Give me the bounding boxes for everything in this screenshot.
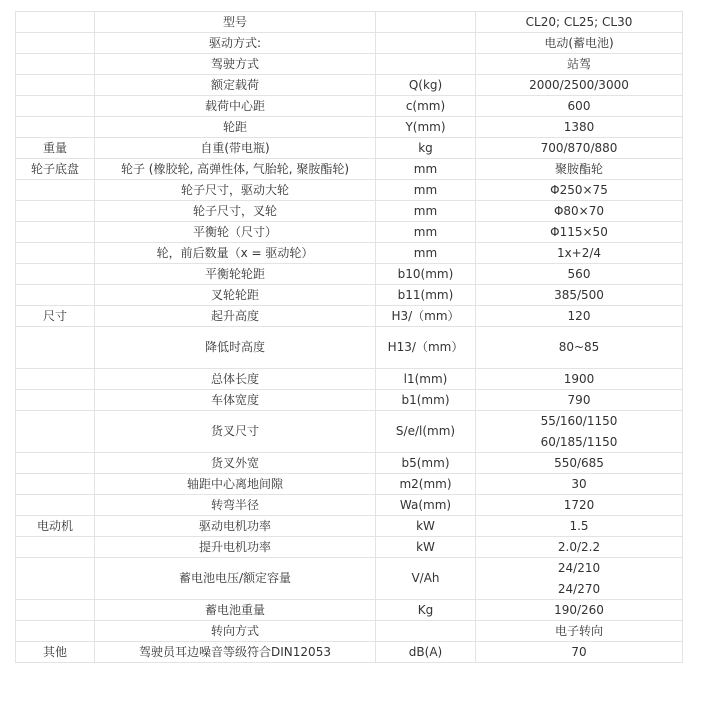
unit-cell: Kg	[376, 600, 476, 621]
item-cell: 驾驶员耳边噪音等级符合DIN12053	[95, 642, 376, 663]
item-cell: 平衡轮（尺寸）	[95, 222, 376, 243]
table-row	[16, 222, 683, 243]
table-row	[16, 390, 683, 411]
unit-cell: l1(mm)	[376, 369, 476, 390]
table-row	[16, 12, 683, 33]
item-cell: 轮子尺寸，驱动大轮	[95, 180, 376, 201]
table-row	[16, 642, 683, 663]
category-cell	[16, 600, 95, 621]
category-cell	[16, 537, 95, 558]
unit-cell: b5(mm)	[376, 453, 476, 474]
category-cell	[16, 411, 95, 453]
item-cell: 轴距中心离地间隙	[95, 474, 376, 495]
unit-cell: S/e/l(mm)	[376, 411, 476, 453]
unit-cell: m2(mm)	[376, 474, 476, 495]
item-cell: 自重(带电瓶)	[95, 138, 376, 159]
unit-cell: kW	[376, 537, 476, 558]
unit-cell	[376, 33, 476, 54]
unit-cell: b10(mm)	[376, 264, 476, 285]
value-cell: 站驾	[476, 54, 683, 75]
value-line: 55/160/1150	[540, 413, 618, 428]
category-cell	[16, 201, 95, 222]
value-line: 24/270	[557, 581, 601, 596]
unit-cell: kg	[376, 138, 476, 159]
value-cell: 80~85	[476, 327, 683, 369]
value-cell: 190/260	[476, 600, 683, 621]
value-cell: Φ250×75	[476, 180, 683, 201]
table-row	[16, 138, 683, 159]
table-row	[16, 600, 683, 621]
category-cell	[16, 117, 95, 138]
value-cell: 2000/2500/3000	[476, 75, 683, 96]
category-cell: 尺寸	[16, 306, 95, 327]
unit-cell: kW	[376, 516, 476, 537]
value-cell: 1380	[476, 117, 683, 138]
unit-cell: dB(A)	[376, 642, 476, 663]
category-cell	[16, 621, 95, 642]
table-row	[16, 33, 683, 54]
table-row	[16, 264, 683, 285]
category-cell	[16, 180, 95, 201]
category-cell	[16, 390, 95, 411]
item-cell: 载荷中心距	[95, 96, 376, 117]
item-cell: 蓄电池重量	[95, 600, 376, 621]
table-row	[16, 54, 683, 75]
unit-cell: Y(mm)	[376, 117, 476, 138]
value-cell: 550/685	[476, 453, 683, 474]
value-cell: 700/870/880	[476, 138, 683, 159]
value-line: 24/210	[557, 560, 601, 575]
table-row	[16, 96, 683, 117]
value-cell	[476, 411, 683, 453]
table-row	[16, 621, 683, 642]
table-row	[16, 495, 683, 516]
category-cell	[16, 327, 95, 369]
table-row	[16, 306, 683, 327]
value-cell: 2.0/2.2	[476, 537, 683, 558]
item-cell: 平衡轮轮距	[95, 264, 376, 285]
value-cell: 560	[476, 264, 683, 285]
spec-table	[15, 11, 683, 663]
table-row	[16, 159, 683, 180]
item-cell: 轮距	[95, 117, 376, 138]
value-cell: 30	[476, 474, 683, 495]
category-cell: 轮子底盘	[16, 159, 95, 180]
item-cell: 转弯半径	[95, 495, 376, 516]
table-row	[16, 180, 683, 201]
item-cell: 降低时高度	[95, 327, 376, 369]
unit-cell	[376, 54, 476, 75]
table-row	[16, 327, 683, 369]
item-cell: 车体宽度	[95, 390, 376, 411]
value-cell: 1720	[476, 495, 683, 516]
unit-cell: Q(kg)	[376, 75, 476, 96]
value-cell: 1x+2/4	[476, 243, 683, 264]
value-cell: 1900	[476, 369, 683, 390]
item-cell: 轮子尺寸，叉轮	[95, 201, 376, 222]
value-cell	[476, 558, 683, 600]
value-cell: CL20; CL25; CL30	[476, 12, 683, 33]
item-cell: 驱动电机功率	[95, 516, 376, 537]
value-cell: 385/500	[476, 285, 683, 306]
category-cell	[16, 453, 95, 474]
category-cell: 其他	[16, 642, 95, 663]
value-cell: 790	[476, 390, 683, 411]
item-cell: 轮子 (橡胶轮, 高弹性体, 气胎轮, 聚胺酯轮)	[95, 159, 376, 180]
table-row	[16, 243, 683, 264]
category-cell: 电动机	[16, 516, 95, 537]
category-cell	[16, 495, 95, 516]
table-row	[16, 453, 683, 474]
unit-cell: mm	[376, 243, 476, 264]
unit-cell: mm	[376, 201, 476, 222]
item-cell: 总体长度	[95, 369, 376, 390]
table-row	[16, 537, 683, 558]
item-cell: 蓄电池电压/额定容量	[95, 558, 376, 600]
table-row	[16, 201, 683, 222]
unit-cell: mm	[376, 159, 476, 180]
item-cell: 驱动方式:	[95, 33, 376, 54]
unit-cell: c(mm)	[376, 96, 476, 117]
unit-cell: b1(mm)	[376, 390, 476, 411]
item-cell: 驾驶方式	[95, 54, 376, 75]
table-row	[16, 285, 683, 306]
table-row	[16, 411, 683, 453]
unit-cell	[376, 12, 476, 33]
value-cell: 电子转向	[476, 621, 683, 642]
item-cell: 提升电机功率	[95, 537, 376, 558]
item-cell: 叉轮轮距	[95, 285, 376, 306]
category-cell	[16, 369, 95, 390]
table-row	[16, 369, 683, 390]
value-line: 60/185/1150	[540, 434, 618, 449]
category-cell	[16, 54, 95, 75]
value-cell: 600	[476, 96, 683, 117]
unit-cell: H13/（mm）	[376, 327, 476, 369]
category-cell: 重量	[16, 138, 95, 159]
unit-cell: mm	[376, 180, 476, 201]
item-cell: 货叉尺寸	[95, 411, 376, 453]
table-row	[16, 558, 683, 600]
value-cell: 聚胺酯轮	[476, 159, 683, 180]
value-cell: 电动(蓄电池)	[476, 33, 683, 54]
table-row	[16, 474, 683, 495]
unit-cell: Wa(mm)	[376, 495, 476, 516]
category-cell	[16, 243, 95, 264]
category-cell	[16, 33, 95, 54]
item-cell: 起升高度	[95, 306, 376, 327]
item-cell: 轮，前后数量（x = 驱动轮）	[95, 243, 376, 264]
unit-cell: H3/（mm）	[376, 306, 476, 327]
category-cell	[16, 285, 95, 306]
value-cell: 1.5	[476, 516, 683, 537]
unit-cell: b11(mm)	[376, 285, 476, 306]
table-row	[16, 516, 683, 537]
item-cell: 型号	[95, 12, 376, 33]
item-cell: 额定载荷	[95, 75, 376, 96]
category-cell	[16, 96, 95, 117]
category-cell	[16, 12, 95, 33]
table-row	[16, 75, 683, 96]
category-cell	[16, 75, 95, 96]
table-row	[16, 117, 683, 138]
unit-cell: mm	[376, 222, 476, 243]
value-cell: Φ115×50	[476, 222, 683, 243]
category-cell	[16, 264, 95, 285]
category-cell	[16, 558, 95, 600]
unit-cell	[376, 621, 476, 642]
item-cell: 货叉外宽	[95, 453, 376, 474]
value-cell: Φ80×70	[476, 201, 683, 222]
category-cell	[16, 222, 95, 243]
category-cell	[16, 474, 95, 495]
unit-cell: V/Ah	[376, 558, 476, 600]
item-cell: 转向方式	[95, 621, 376, 642]
value-cell: 120	[476, 306, 683, 327]
value-cell: 70	[476, 642, 683, 663]
